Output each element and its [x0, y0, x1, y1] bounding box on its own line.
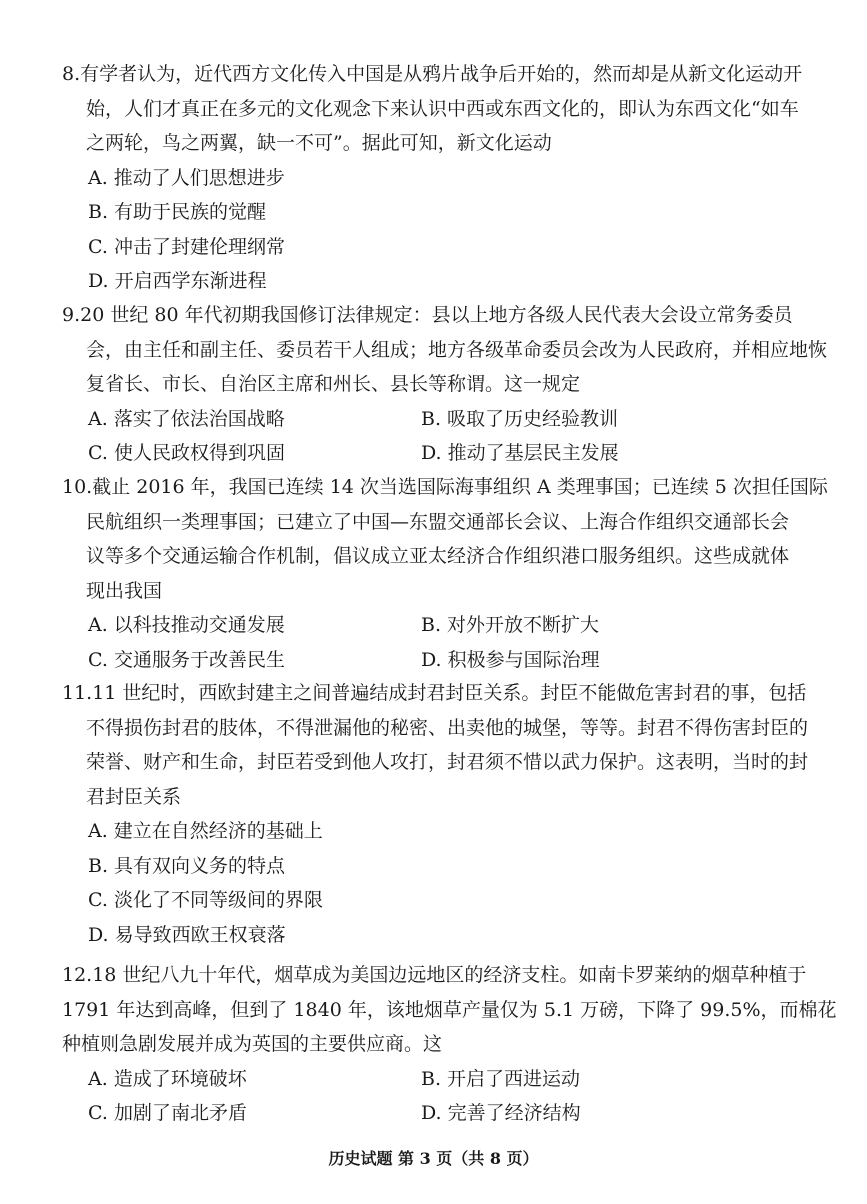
options-list	[62, 161, 832, 299]
option-a[interactable]: A. 推动了人们思想进步	[88, 166, 285, 189]
option-a[interactable]: A. 造成了环境破坏	[88, 1067, 247, 1090]
options-list	[62, 1062, 832, 1131]
option-a[interactable]: A. 建立在自然经济的基础上	[88, 820, 323, 842]
option-d[interactable]: D. 易导致西欧王权衰落	[88, 923, 286, 946]
option-b[interactable]: B. 对外开放不断扩大	[421, 614, 600, 636]
option-d[interactable]: D. 开启西学东渐进程	[88, 270, 267, 292]
stem-line: 不得损伤封君的肢体，不得泄漏他的秘密、出卖他的城堡，等等。封君不得伤害封臣的	[86, 716, 809, 739]
stem-line: 现出我国	[86, 579, 163, 602]
option-d[interactable]: D. 积极参与国际治理	[421, 648, 600, 671]
question-stem	[62, 57, 832, 161]
options-list	[62, 814, 832, 952]
option-a[interactable]: A. 以科技推动交通发展	[88, 614, 285, 636]
question-stem	[62, 676, 832, 814]
question-8	[62, 57, 832, 299]
page-footer: 历史试题 第 3 页（共 8 页）	[328, 1149, 539, 1168]
question-number: 9.	[62, 304, 81, 326]
option-d[interactable]: D. 推动了基层民主发展	[421, 442, 619, 464]
option-c[interactable]: C. 淡化了不同等级间的界限	[88, 889, 323, 911]
stem-line: 荣誉、财产和生命，封臣若受到他人攻打，封君须不惜以武力保护。这表明，当时的封	[86, 751, 809, 773]
question-stem	[62, 958, 837, 1062]
stem-line: 11 世纪时，西欧封建主之间普遍结成封君封臣关系。封臣不能做危害封君的事，包括	[92, 682, 807, 704]
option-b[interactable]: B. 开启了西进运动	[421, 1067, 581, 1090]
stem-line: 种植则急剧发展并成为英国的主要供应商。这	[62, 1033, 443, 1055]
stem-line: 民航组织一类理事国；已建立了中国—东盟交通部长会议、上海合作组织交通部长会	[86, 510, 790, 533]
stem-line: 18 世纪八九十年代，烟草成为美国边远地区的经济支柱。如南卡罗莱纳的烟草种植于	[92, 964, 807, 986]
stem-line: 议等多个交通运输合作机制，倡议成立亚太经济合作组织港口服务组织。这些成就体	[86, 545, 790, 567]
option-b[interactable]: B. 吸取了历史经验教训	[421, 407, 619, 430]
stem-line: 复省长、市长、自治区主席和州长、县长等称谓。这一规定	[86, 373, 581, 395]
option-a[interactable]: A. 落实了依法治国战略	[88, 407, 285, 430]
question-number: 12.	[62, 964, 93, 986]
stem-line: 有学者认为，近代西方文化传入中国是从鸦片战争后开始的，然而却是从新文化运动开	[80, 63, 803, 85]
options-list	[62, 608, 832, 677]
question-stem	[62, 470, 832, 608]
question-number: 8.	[62, 63, 81, 85]
option-c[interactable]: C. 使人民政权得到巩固	[88, 442, 285, 464]
stem-line: 截止 2016 年，我国已连续 14 次当选国际海事组织 A 类理事国；已连续 5 次担任国际	[92, 476, 828, 498]
question-stem	[62, 298, 832, 402]
options-list	[62, 402, 832, 471]
option-c[interactable]: C. 加剧了南北矛盾	[88, 1102, 247, 1124]
question-12	[62, 958, 837, 1131]
option-d[interactable]: D. 完善了经济结构	[421, 1102, 581, 1124]
stem-line: 君封臣关系	[86, 785, 182, 808]
question-9	[62, 298, 832, 471]
question-number: 10.	[62, 476, 93, 498]
stem-line: 之两轮，鸟之两翼，缺一不可”。据此可知，新文化运动	[86, 132, 552, 154]
stem-line: 20 世纪 80 年代初期我国修订法律规定：县以上地方各级人民代表大会设立常务委员	[80, 304, 793, 326]
option-c[interactable]: C. 交通服务于改善民生	[88, 648, 285, 671]
stem-line: 始，人们才真正在多元的文化观念下来认识中西或东西文化的，即认为东西文化“如车	[86, 97, 799, 120]
option-c[interactable]: C. 冲击了封建伦理纲常	[88, 235, 285, 258]
question-number: 11.	[62, 682, 93, 704]
question-11	[62, 676, 832, 952]
option-b[interactable]: B. 有助于民族的觉醒	[88, 201, 267, 223]
stem-line: 会，由主任和副主任、委员若干人组成；地方各级革命委员会改为人民政府，并相应地恢	[86, 338, 828, 361]
stem-line: 1791 年达到高峰，但到了 1840 年，该地烟草产量仅为 5.1 万磅，下降了 99.5%，而棉花	[62, 998, 837, 1021]
question-10	[62, 470, 832, 677]
option-b[interactable]: B. 具有双向义务的特点	[88, 854, 286, 877]
